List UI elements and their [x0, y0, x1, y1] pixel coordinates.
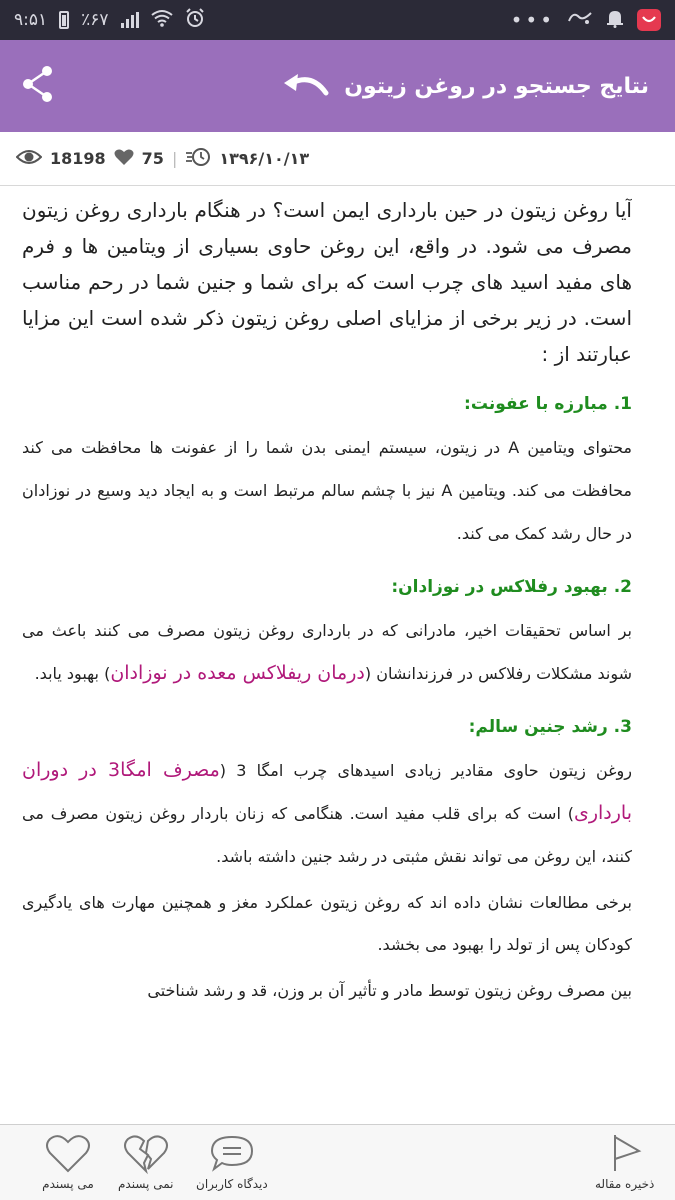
alarm-clock-icon: [185, 8, 205, 33]
section-heading: 2. بهبود رفلاکس در نوزادان:: [391, 577, 632, 597]
battery-level: ٪۶۷: [81, 10, 109, 30]
section-heading: 3. رشد جنین سالم:: [468, 717, 632, 737]
article-content: [22, 190, 632, 1120]
app-notification-icon: [567, 9, 593, 32]
app-badge-icon: [637, 9, 661, 31]
body-text: ) بهبود یابد.: [34, 664, 111, 683]
back-arrow-icon[interactable]: [282, 71, 330, 101]
flag-icon: [605, 1131, 645, 1175]
like-button[interactable]: [42, 1131, 94, 1191]
section-body: بین مصرف روغن زیتون توسط مادر و تأثیر آن بر وزن، قد و رشد شناختی: [147, 981, 632, 1000]
body-text: روغن زیتون حاوی مقادیر زیادی اسیدهای چرب امگا 3 (: [219, 761, 632, 780]
dislike-label: نمی پسندم: [118, 1177, 174, 1191]
status-time: ۹:۵۱: [14, 10, 48, 30]
heart-outline-icon: [42, 1131, 94, 1175]
bell-icon: [605, 8, 625, 33]
section-heading: 1. مبارزه با عفونت:: [464, 394, 632, 414]
save-article-button[interactable]: [595, 1131, 654, 1191]
meta-divider: |: [171, 149, 178, 168]
section-body: [22, 749, 632, 878]
dislike-button[interactable]: [118, 1131, 174, 1191]
article-lead: آیا روغن زیتون در حین بارداری ایمن است؟ در هنگام بارداری روغن زیتون مصرف می شود. در واقع، این روغن حاوی بسیاری از ویتامین ها و فرم های مفید اسید های چرب است که برای شما و جنین شما در رحم مناسب است. در زیر برخی از مزایای اصلی روغن زیتون ذکر شده است این مزایا عبارتند از :: [22, 198, 632, 366]
heart-icon: [114, 148, 134, 170]
article-meta: [0, 132, 675, 186]
article-link[interactable]: درمان ریفلاکس معده در نوزادان: [110, 662, 365, 684]
save-article-label: ذخیره مقاله: [595, 1177, 655, 1191]
wifi-icon: [151, 9, 173, 32]
section-body: محتوای ویتامین A در زیتون، سیستم ایمنی بدن شما را از عفونت ها محافظت می کند محافظت می کند. ویتامین A نیز با چشم سالم مرتبط است و به ایجاد دید وسیع در نوزادان در حال رشد کمک می کند.: [22, 438, 632, 543]
broken-heart-icon: [120, 1131, 172, 1175]
app-bar: [0, 40, 675, 132]
share-icon[interactable]: [22, 64, 54, 108]
bottom-action-bar: [0, 1124, 675, 1200]
comments-button[interactable]: [196, 1131, 268, 1191]
signal-icon: [121, 12, 139, 28]
publish-date: ۱۳۹۶/۱۰/۱۳: [219, 149, 310, 168]
more-notifications-icon: •••: [510, 8, 555, 32]
battery-icon: [59, 11, 69, 29]
eye-icon: [16, 148, 42, 170]
view-count: 18198: [50, 149, 106, 168]
article-link[interactable]: مصرف امگا3 در دوران بارداری: [22, 759, 632, 824]
date-clock-icon: [185, 147, 211, 171]
comments-label: دیدگاه کاربران: [196, 1177, 268, 1191]
like-count: 75: [141, 149, 164, 168]
status-bar: [0, 0, 675, 40]
body-text: ) است که برای قلب مفید است. هنگامی که زنان باردار روغن زیتون مصرف می کنند، این روغن می تواند نقش مثبتی در رشد جنین داشته باشد.: [22, 804, 632, 866]
comment-bubble-icon: [208, 1131, 256, 1175]
section-body: [22, 609, 632, 695]
section-body: برخی مطالعات نشان داده اند که روغن زیتون عملکرد مغز و همچنین مهارت های یادگیری کودکان پس از تولد را بهبود می بخشد.: [22, 893, 632, 954]
like-label: می پسندم: [42, 1177, 94, 1191]
body-text: بر اساس تحقیقات اخیر، مادرانی که در بارداری روغن زیتون مصرف می کنند باعث می شوند مشکلات رفلاکس در فرزندانشان (: [22, 621, 632, 683]
page-title: نتایج جستجو در روغن زیتون: [344, 73, 649, 99]
